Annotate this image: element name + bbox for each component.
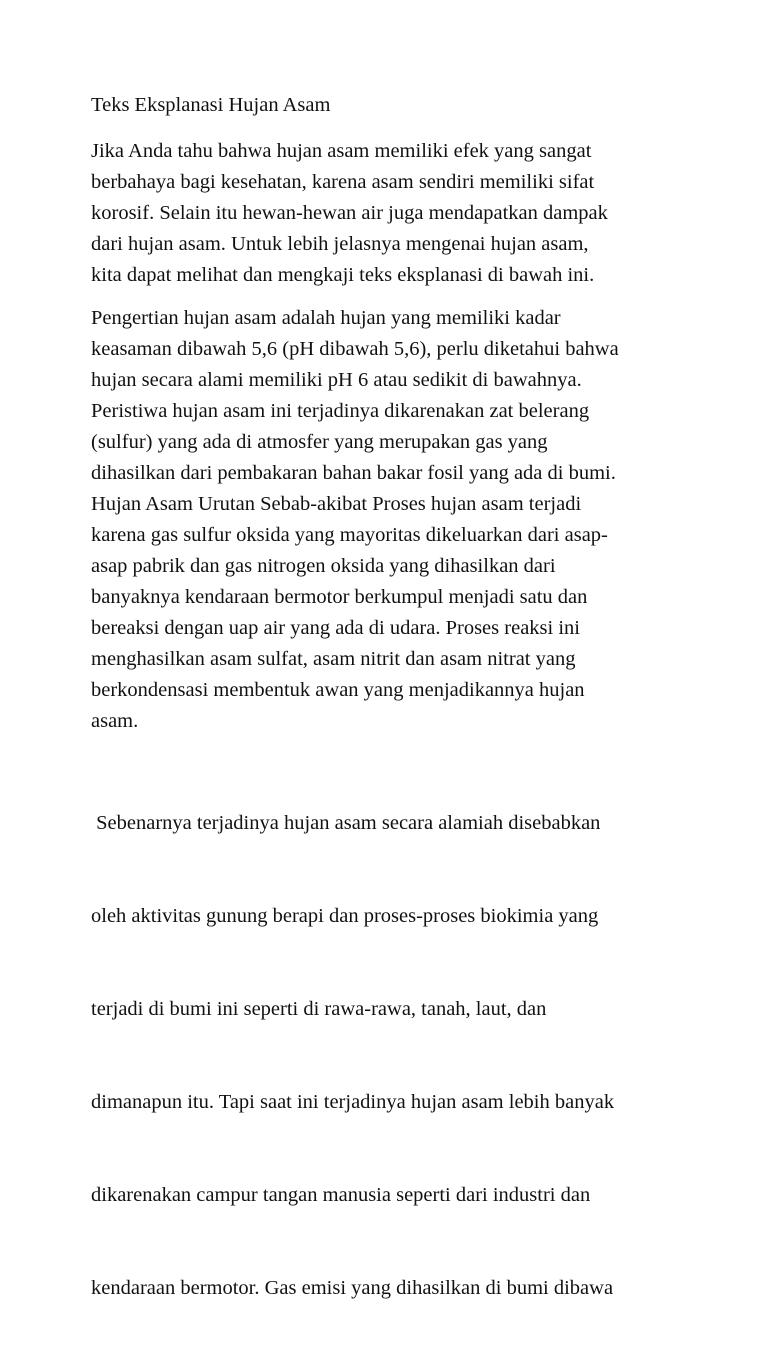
text-line: oleh aktivitas gunung berapi dan proses-proses biokimia yang [91, 905, 599, 927]
text-line: berbahaya bagi kesehatan, karena asam sendiri memiliki sifat [91, 171, 595, 193]
text-line: bereaksi dengan uap air yang ada di udara. Proses reaksi ini [91, 617, 580, 639]
text-line: dimanapun itu. Tapi saat ini terjadinya hujan asam lebih banyak [91, 1091, 615, 1113]
text-line: banyaknya kendaraan bermotor berkumpul menjadi satu dan [91, 586, 588, 608]
paragraph-definition [91, 303, 619, 737]
text-line: (sulfur) yang ada di atmosfer yang merupakan gas yang [91, 431, 548, 453]
text-line: Hujan Asam Urutan Sebab-akibat Proses hujan asam terjadi [91, 493, 582, 515]
paragraph-causes [91, 746, 614, 1366]
text-line: kita dapat melihat dan mengkaji teks eksplanasi di bawah ini. [91, 264, 595, 286]
text-line: berkondensasi membentuk awan yang menjadikannya hujan [91, 679, 585, 701]
text-line: Peristiwa hujan asam ini terjadinya dikarenakan zat belerang [91, 400, 590, 422]
text-line: asam. [91, 710, 139, 732]
text-line: Pengertian hujan asam adalah hujan yang memiliki kadar [91, 307, 561, 329]
text-line: korosif. Selain itu hewan-hewan air juga mendapatkan dampak [91, 202, 608, 224]
text-line: Sebenarnya terjadinya hujan asam secara alamiah disebabkan [91, 812, 601, 834]
text-line: dihasilkan dari pembakaran bahan bakar fosil yang ada di bumi. [91, 462, 616, 484]
paragraph-intro [91, 136, 608, 291]
text-line: asap pabrik dan gas nitrogen oksida yang dihasilkan dari [91, 555, 556, 577]
text-line: keasaman dibawah 5,6 (pH dibawah 5,6), perlu diketahui bahwa [91, 338, 619, 360]
text-line: terjadi di bumi ini seperti di rawa-rawa, tanah, laut, dan [91, 998, 547, 1020]
text-line: menghasilkan asam sulfat, asam nitrit dan asam nitrat yang [91, 648, 576, 670]
text-line: dikarenakan campur tangan manusia seperti dari industri dan [91, 1184, 591, 1206]
text-line: hujan secara alami memiliki pH 6 atau sedikit di bawahnya. [91, 369, 582, 391]
text-line: kendaraan bermotor. Gas emisi yang dihasilkan di bumi dibawa [91, 1277, 614, 1299]
document-title: Teks Eksplanasi Hujan Asam [91, 94, 331, 116]
text-line: dari hujan asam. Untuk lebih jelasnya mengenai hujan asam, [91, 233, 589, 255]
text-line: Jika Anda tahu bahwa hujan asam memiliki efek yang sangat [91, 140, 592, 162]
text-line: karena gas sulfur oksida yang mayoritas dikeluarkan dari asap- [91, 524, 608, 546]
